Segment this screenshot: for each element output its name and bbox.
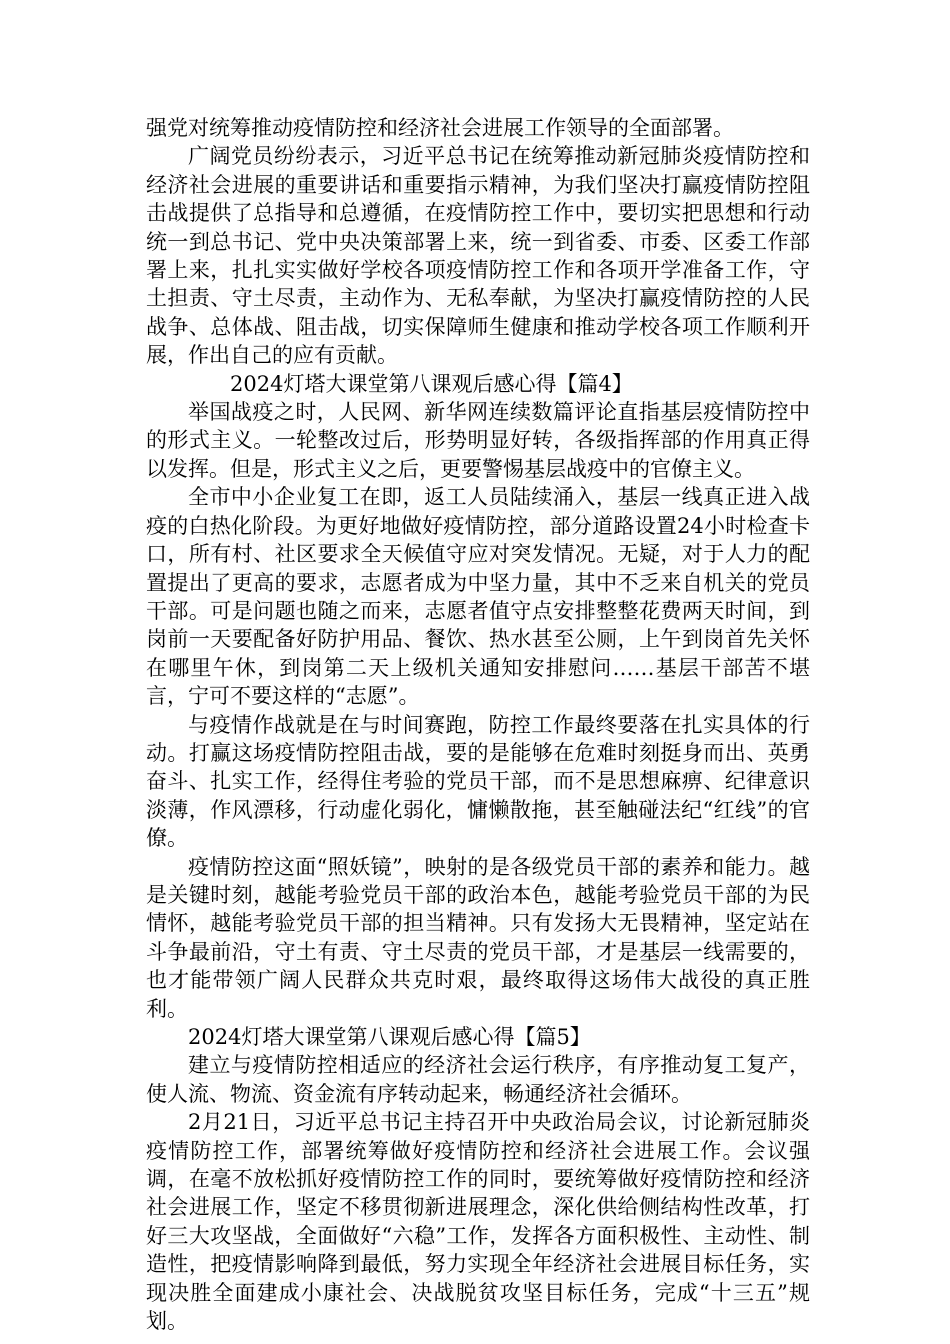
paragraph: 2月21日，习近平总书记主持召开中央政治局会议，讨论新冠肺炎疫情防控工作，部署统筹做好疫情防控和经济社会进展工作。会议强调，在毫不放松抓好疫情防控工作的同时，要统筹做好疫情防控和经济社会进展工作，坚定不移贯彻新进展理念，深化供给侧结构性改革，打好三大攻坚战，全面做好“六稳”工作，发挥各方面积极性、主动性、制造性，把疫情影响降到最低，努力实现全年经济社会进展目标任务，实现决胜全面建成小康社会、决战脱贫攻坚目标任务，完成“十三五”规划。 xyxy=(146,1110,810,1334)
document-body xyxy=(146,114,810,1335)
paragraph: 疫情防控这面“照妖镜”，映射的是各级党员干部的素养和能力。越是关键时刻，越能考验党员干部的政治本色，越能考验党员干部的为民情怀，越能考验党员干部的担当精神。只有发扬大无畏精神，坚定站在斗争最前沿，守土有责、守土尽责的党员干部，才是基层一线需要的，也才能带领广阔人民群众共克时艰，最终取得这场伟大战役的真正胜利。 xyxy=(146,854,810,1021)
paragraph-continued: 强党对统筹推动疫情防控和经济社会进展工作领导的全面部署。 xyxy=(146,116,734,140)
section-heading-part5: 2024灯塔大课堂第八课观后感心得【篇5】 xyxy=(188,1025,591,1049)
paragraph: 全市中小企业复工在即，返工人员陆续涌入，基层一线真正进入战疫的白热化阶段。为更好地做好疫情防控，部分道路设置24小时检查卡口，所有村、社区要求全天候值守应对突发情况。无疑，对于人力的配置提出了更高的要求，志愿者成为中坚力量，其中不乏来自机关的党员干部。可是问题也随之而来，志愿者值守点安排整整花费两天时间，到岗前一天要配备好防护用品、餐饮、热水甚至公厕，上午到岗首先关怀在哪里午休，到岗第二天上级机关通知安排慰问……基层干部苦不堪言，宁可不要这样的“志愿”。 xyxy=(146,485,810,709)
paragraph: 举国战疫之时，人民网、新华网连续数篇评论直指基层疫情防控中的形式主义。一轮整改过后，形势明显好转，各级指挥部的作用真正得以发挥。但是，形式主义之后，更要警惕基层战疫中的官僚主义。 xyxy=(146,400,810,481)
paragraph: 与疫情作战就是在与时间赛跑，防控工作最终要落在扎实具体的行动。打赢这场疫情防控阻击战，要的是能够在危难时刻挺身而出、英勇奋斗、扎实工作，经得住考验的党员干部，而不是思想麻痹、纪律意识淡薄，作风漂移，行动虚化弱化，慵懒散拖，甚至触碰法纪“红线”的官僚。 xyxy=(146,712,810,851)
section-heading-part4: 2024灯塔大课堂第八课观后感心得【篇4】 xyxy=(230,371,633,396)
paragraph: 广阔党员纷纷表示，习近平总书记在统筹推动新冠肺炎疫情防控和经济社会进展的重要讲话和重要指示精神，为我们坚决打赢疫情防控阻击战提供了总指导和总遵循，在疫情防控工作中，要切实把思想和行动统一到总书记、党中央决策部署上来，统一到省委、市委、区委工作部署上来，扎扎实实做好学校各项疫情防控工作和各项开学准备工作，守土担责、守土尽责，主动作为、无私奉献，为坚决打赢疫情防控的人民战争、总体战、阻击战，切实保障师生健康和推动学校各项工作顺利开展，作出自己的应有贡献。 xyxy=(146,144,810,368)
paragraph: 建立与疫情防控相适应的经济社会运行秩序，有序推动复工复产，使人流、物流、资金流有序转动起来，畅通经济社会循环。 xyxy=(146,1053,810,1106)
